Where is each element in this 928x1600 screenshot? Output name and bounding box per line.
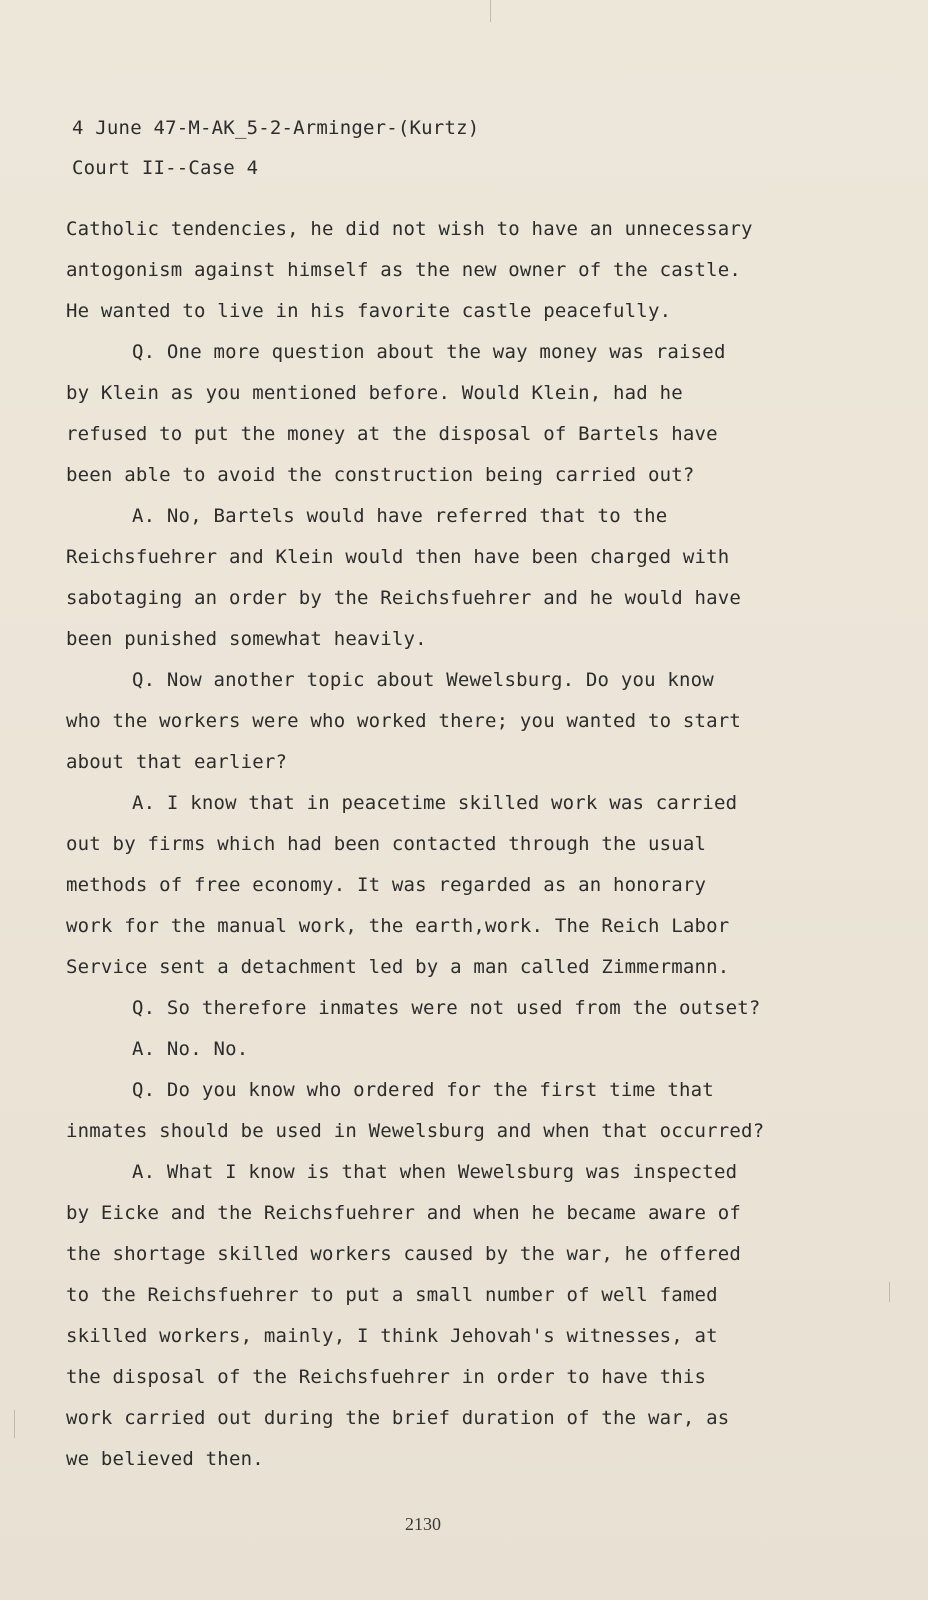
body-line: by Klein as you mentioned before. Would Klein, had he xyxy=(66,382,683,404)
body-line: been punished somewhat heavily. xyxy=(66,628,427,650)
right-margin-mark xyxy=(889,1282,890,1302)
body-line: we believed then. xyxy=(66,1448,264,1470)
body-line: A. I know that in peacetime skilled work was carried xyxy=(132,792,738,814)
body-line: refused to put the money at the disposal of Bartels have xyxy=(66,423,718,445)
body-line: sabotaging an order by the Reichsfuehrer and he would have xyxy=(66,587,742,609)
body-line: skilled workers, mainly, I think Jehovah's witnesses, at xyxy=(66,1325,718,1347)
body-line: Reichsfuehrer and Klein would then have been charged with xyxy=(66,546,730,568)
body-line: Q. Do you know who ordered for the first time that xyxy=(132,1079,714,1101)
body-line: who the workers were who worked there; you wanted to start xyxy=(66,710,742,732)
body-line: antogonism against himself as the new owner of the castle. xyxy=(66,259,742,281)
body-line: work carried out during the brief duration of the war, as xyxy=(66,1407,730,1429)
top-center-mark xyxy=(490,0,491,22)
body-line: methods of free economy. It was regarded as an honorary xyxy=(66,874,707,896)
body-line: He wanted to live in his favorite castle peacefully. xyxy=(66,300,672,322)
body-line: Service sent a detachment led by a man called Zimmermann. xyxy=(66,956,730,978)
body-line: Q. One more question about the way money was raised xyxy=(132,341,726,363)
body-line: Q. Now another topic about Wewelsburg. Do you know xyxy=(132,669,714,691)
page-number: 2130 xyxy=(405,1514,441,1534)
header-court-line: Court II--Case 4 xyxy=(72,157,259,179)
left-margin-mark xyxy=(14,1410,15,1438)
body-line: work for the manual work, the earth,work. The Reich Labor xyxy=(66,915,730,937)
body-line: the disposal of the Reichsfuehrer in order to have this xyxy=(66,1366,707,1388)
body-line: about that earlier? xyxy=(66,751,288,773)
body-line: Q. So therefore inmates were not used from the outset? xyxy=(132,997,761,1019)
body-line: A. No, Bartels would have referred that to the xyxy=(132,505,668,527)
body-line: inmates should be used in Wewelsburg and when that occurred? xyxy=(66,1120,765,1142)
body-line: A. No. No. xyxy=(132,1038,249,1060)
body-line: by Eicke and the Reichsfuehrer and when he became aware of xyxy=(66,1202,742,1224)
body-line: A. What I know is that when Wewelsburg was inspected xyxy=(132,1161,738,1183)
body-line: Catholic tendencies, he did not wish to have an unnecessary xyxy=(66,218,753,240)
body-line: out by firms which had been contacted through the usual xyxy=(66,833,707,855)
header-reference-line: 4 June 47-M-AK_5-2-Arminger-(Kurtz) xyxy=(72,117,480,139)
body-line: been able to avoid the construction being carried out? xyxy=(66,464,695,486)
body-line: the shortage skilled workers caused by the war, he offered xyxy=(66,1243,742,1265)
body-line: to the Reichsfuehrer to put a small number of well famed xyxy=(66,1284,718,1306)
